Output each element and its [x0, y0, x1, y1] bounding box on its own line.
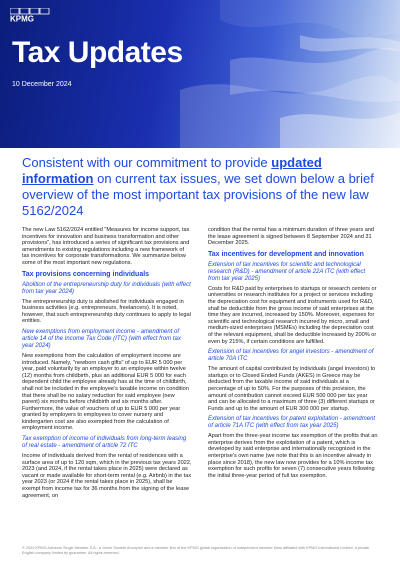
- subheading-angel-investors: Extension of tax incentives for angel investors - amendment of article 70A ITC: [208, 349, 374, 363]
- intro-heading: [22, 155, 382, 219]
- page-title: Tax Updates: [12, 36, 183, 69]
- paragraph-employment-exemptions: New exemptions from the calculation of employment income are introduced. Namely, "newborn cash gifts" of up to EUR 5 000 per year, paid voluntarily by an employer to an employee within twelve (12) months from childbirth, plus an additional EUR 5 000 for each dependent child the employee already has at the time of childbirth, shall not be included in the employee's taxable income on condition that there shall be no salary reduction for said employee (new parent) six months before childbirth and six months after. Furthermore, the value of vouchers of up to EUR 5 000 per year granted by employers to employees to cover nursery and kindergarten cost are also exempted from the calculation of employment income.: [22, 352, 189, 432]
- paragraph-rd: Costs for R&D paid by enterprises to startups or research centers or universities or research institutes for a project or services including the depreciation cost for equipment and instruments used for R&D, shall be deductible from the gross income of said enterprises at the time they are incurred, increased by 150%. Moreover, expenses for scientific and technological research incurred by micro, small and medium-sized enterprises (MSMEs) including the depreciation cost of the relevant equipment, shall be deductible increased by 200% or even by 215%, if certain conditions are fulfilled.: [208, 285, 377, 345]
- paragraph-angel-investors: The amount of capital contributed by individuals (angel investors) to startups or to Closed Ended Funds (AKES) in Greece may be deducted from the taxable income of said individuals at a percentage of up to 50%. For the purposes of this provision, the amount of contribution cannot exceed EUR 500 000 per tax year and can be allocated to a maximum of three (3) different startups or Funds and up to the amount of EUR 300 000 per startup.: [208, 366, 376, 412]
- intro-paragraph: The new Law 5162/2024 entitled "Measures for income support, tax incentives for innovation and business transformation and other provisions", has introduced a series of significant tax provisions and amendments to existing regulations including a new framework of tax incentives for corporate transformations. We summarize below some of the most important new regulations.: [22, 227, 190, 266]
- paragraph-entrepreneurship: The entrepreneurship duty is abolished for individuals engaged in business activities (e.g. entrepreneurs, freelancers). It is noted, however, that such entrepreneurship duty continues to apply to legal entities.: [22, 298, 191, 325]
- paragraph-patent: Apart from the three-year income tax exemption of the profits that an enterprise derives from the exploitation of a patent, which is developed by said enterprise and internationally recognized in the enterprise's own name (we note that this is an incentive already in place since 2018), the new law now provides for a 10% income tax exemption for such profits for seven (7) consecutive years following the initial three-year period of full tax exemption.: [208, 433, 378, 479]
- subheading-patent: Extension of tax incentives for patent exploitation - amendment of article 71A ITC (with effect from tax year 2025): [208, 416, 376, 430]
- paragraph-long-term-lease: Income of individuals derived from the rental of residences with a surface area of up to 120 sqm, which in the previous tax years 2022, 2023 (and 2024, if the rental takes place in 2025) were declared as vacant or made available for short-term rental (e.g. Airbnb) in the tax year 2023 (or 2024 if the rental takes place in 2025), shall be exempt from income tax for 36 months from the signing of the lease agreement, on: [22, 453, 192, 499]
- section-heading-development: Tax incentives for development and innovation: [208, 250, 364, 258]
- banner-wave-image: [0, 0, 400, 148]
- kpmg-logo: [10, 8, 54, 22]
- updated-information-link[interactable]: updated information: [22, 155, 322, 186]
- intro-text-start: Consistent with our commitment to provide: [22, 155, 272, 170]
- right-column: [208, 227, 378, 483]
- subheading-long-term-lease: Tax exemption of income of individuals from long-term leasing of real estate - amendment of article 72 ITC: [22, 436, 187, 450]
- copyright-footer: © 2024 KPMG Advisors Single Member S.A., a Greek Societe Anonyme and a member firm of the KPMG global organization of independent member firms affiliated with KPMG International Limited, a private English company limited by guarantee. All rights reserved.: [22, 546, 370, 555]
- intro-text-end: on current tax issues, we set down below a brief overview of the most important tax provisions of the new law 5162/2024: [22, 171, 374, 218]
- section-heading-individuals: Tax provisions concerning individuals: [22, 270, 150, 278]
- left-column: [22, 227, 192, 503]
- header-banner: [0, 0, 400, 148]
- paragraph-lease-continued: condition that the rental has a minimum duration of three years and the lease agreement is signed between 8 September 2024 and 31 December 2025.: [208, 227, 375, 247]
- publication-date: 10 December 2024: [12, 81, 72, 88]
- kpmg-logo-text: KPMG: [10, 14, 34, 22]
- subheading-employment-exemptions: New exemptions from employment income - amendment of article 14 of the Income Tax Code (ITC) (with effect from tax year 2024): [22, 328, 181, 349]
- subheading-entrepreneurship: Abolition of the entrepreneurship duty for individuals (with effect from tax year 2024): [22, 281, 191, 295]
- subheading-rd: Extension of tax incentives for scientific and technological research (R&D) - amendment of article 22A ITC (with effect from tax year 2025): [208, 261, 366, 282]
